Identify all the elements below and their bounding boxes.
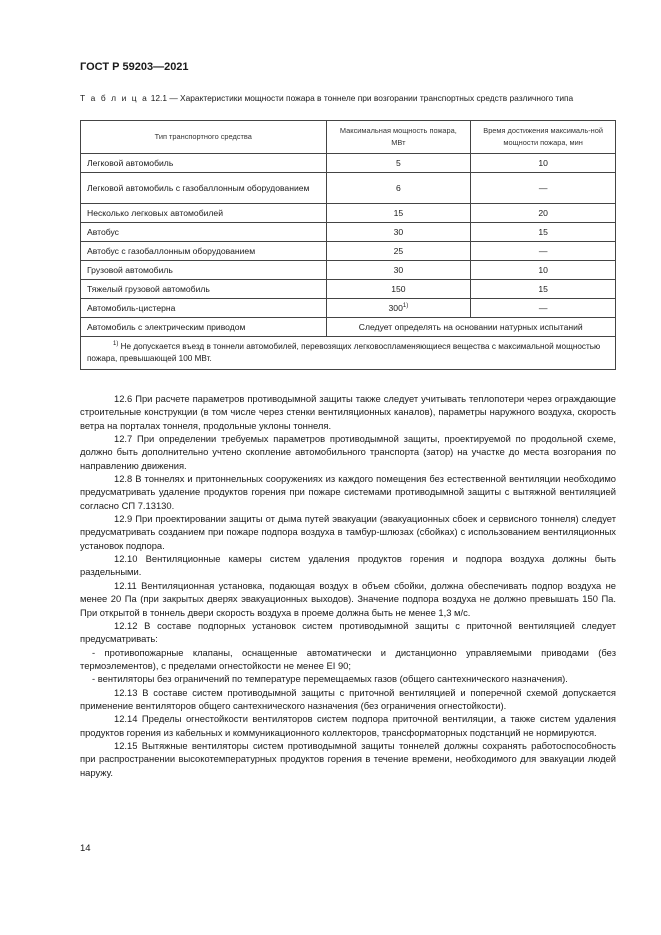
cell-power: 25: [326, 242, 471, 261]
cell-time: 15: [471, 223, 616, 242]
table-row-electric: [81, 318, 616, 337]
cell-time: 15: [471, 280, 616, 299]
cell-type: Тяжелый грузовой автомобиль: [81, 280, 327, 299]
cell-type: Легковой автомобиль с газобаллонным оборудованием: [81, 173, 327, 204]
cell-time: —: [471, 173, 616, 204]
table-caption-text: 12.1 — Характеристики мощности пожара в тоннеле при возгорании транспортных средств различного типа: [150, 93, 574, 103]
table-caption: [80, 93, 616, 105]
cell-type: Несколько легковых автомобилей: [81, 204, 327, 223]
cell-power: 5: [326, 154, 471, 173]
cell-time: 10: [471, 154, 616, 173]
footnote-text: Не допускается въезд в тоннели автомобилей, перевозящих легковоспламеняющиеся вещества с максимальной мощностью пожара, превышающей 100 МВт.: [87, 341, 601, 363]
table-row: [81, 242, 616, 261]
cell-power: 30: [326, 223, 471, 242]
paragraph-12-14: 12.14 Пределы огнестойкости вентиляторов систем подпора приточной вентиляции, а также систем удаления продуктов горения из кабельных и коммуникационного коллекторов, трансформаторных подстанций не нормируются.: [80, 713, 616, 738]
table-row: [81, 204, 616, 223]
body-text: [80, 392, 616, 779]
cell-time: 10: [471, 261, 616, 280]
document-header: ГОСТ Р 59203—2021: [80, 61, 189, 73]
table-footnote-row: [81, 337, 616, 370]
cell-power: [326, 299, 471, 318]
table-row: [81, 154, 616, 173]
page-number: 14: [80, 843, 91, 854]
paragraph-12-7: 12.7 При определении требуемых параметров противодымной защиты, проектируемой по продольной схеме, должно быть дополнительно учтено скопление автомобильного транспорта (затор) на участке до места возгорания по направлению движения.: [80, 433, 616, 471]
header-max-power: Максимальная мощность пожара, МВт: [326, 121, 471, 154]
header-vehicle-type: Тип транспортного средства: [81, 121, 327, 154]
list-item-valves: - противопожарные клапаны, оснащенные автоматически и дистанционно управляемыми приводами (без термоэлементов), с пределами огнестойкости не менее EI 90;: [80, 646, 616, 671]
cell-type: Автомобиль-цистерна: [81, 299, 327, 318]
cell-power: 30: [326, 261, 471, 280]
table-header-row: [81, 121, 616, 154]
paragraph-12-10: 12.10 Вентиляционные камеры систем удаления продуктов горения и подпора воздуха должны быть раздельными.: [80, 553, 616, 578]
header-time-to-max: Время достижения максималь-ной мощности пожара, мин: [471, 121, 616, 154]
cell-type: Грузовой автомобиль: [81, 261, 327, 280]
paragraph-12-6: 12.6 При расчете параметров противодымной защиты также следует учитывать теплопотери через ограждающие строительные конструкции (в том числе через стенки вентиляционных каналов), параметры наружного воздуха, скорость ветра на порталах тоннеля, продольные уклоны тоннеля.: [80, 393, 616, 431]
paragraph-12-13: 12.13 В составе систем противодымной защиты с приточной вентиляцией и поперечной схемой допускается применение вентиляторов общего сантехнического назначения (без ограничения огнестойкости).: [80, 686, 616, 711]
paragraph-12-9: 12.9 При проектировании защиты от дыма путей эвакуации (эвакуационных сбоек и сервисного тоннеля) следует предусматривать созданием при пожаре подпора воздуха в тамбур-шлюзах (сбойках) с использованием вентиляционных установок подпора.: [80, 513, 616, 551]
cell-power: 6: [326, 173, 471, 204]
table-row: [81, 280, 616, 299]
cell-power: 15: [326, 204, 471, 223]
table-row: [81, 299, 616, 318]
table-row: [81, 261, 616, 280]
table-row: [81, 173, 616, 204]
table-footnote: [81, 337, 616, 370]
cell-power-value: 300: [388, 302, 403, 313]
table-row: [81, 223, 616, 242]
fire-power-table: [80, 120, 616, 370]
cell-time: 20: [471, 204, 616, 223]
cell-merged-note: Следует определять на основании натурных испытаний: [326, 318, 616, 337]
cell-time: —: [471, 242, 616, 261]
paragraph-12-11: 12.11 Вентиляционная установка, подающая воздух в объем сбойки, должна обеспечивать подпор воздуха не менее 20 Па (при закрытых дверях эвакуационных выходов). Значение подпора воздуха не должно превышать 150 Па. При открытой в тоннель двери скорость воздуха в проеме должна быть не менее 1,3 м/с.: [80, 579, 616, 618]
list-item-fans: - вентиляторы без ограничений по температуре перемещаемых газов (общего сантехнического назначения).: [92, 673, 568, 685]
cell-type: Автобус: [81, 223, 327, 242]
cell-type: Автобус с газобаллонным оборудованием: [81, 242, 327, 261]
paragraph-12-15: 12.15 Вытяжные вентиляторы систем противодымной защиты тоннелей должны сохранять работоспособность при распространении высокотемпературных продуктов горения в течение времени, необходимого для эвакуации людей наружу.: [80, 739, 616, 778]
footnote-ref: 1): [402, 302, 409, 309]
paragraph-12-12: 12.12 В составе подпорных установок систем противодымной защиты с приточной вентиляцией следует предусматривать:: [80, 619, 616, 645]
paragraph-12-8: 12.8 В тоннелях и притоннельных сооружениях из каждого помещения без естественной вентиляции необходимо предусматривать удаление продуктов горения при пожаре системами противодымной защиты с вытяжной вентиляцией согласно СП 7.13130.: [80, 473, 616, 511]
cell-power: 150: [326, 280, 471, 299]
cell-type: Автомобиль с электрическим приводом: [81, 318, 327, 337]
cell-type: Легковой автомобиль: [81, 154, 327, 173]
footnote-mark: 1): [113, 340, 119, 347]
table-caption-label: Т а б л и ц а: [80, 93, 149, 103]
cell-time: —: [471, 299, 616, 318]
